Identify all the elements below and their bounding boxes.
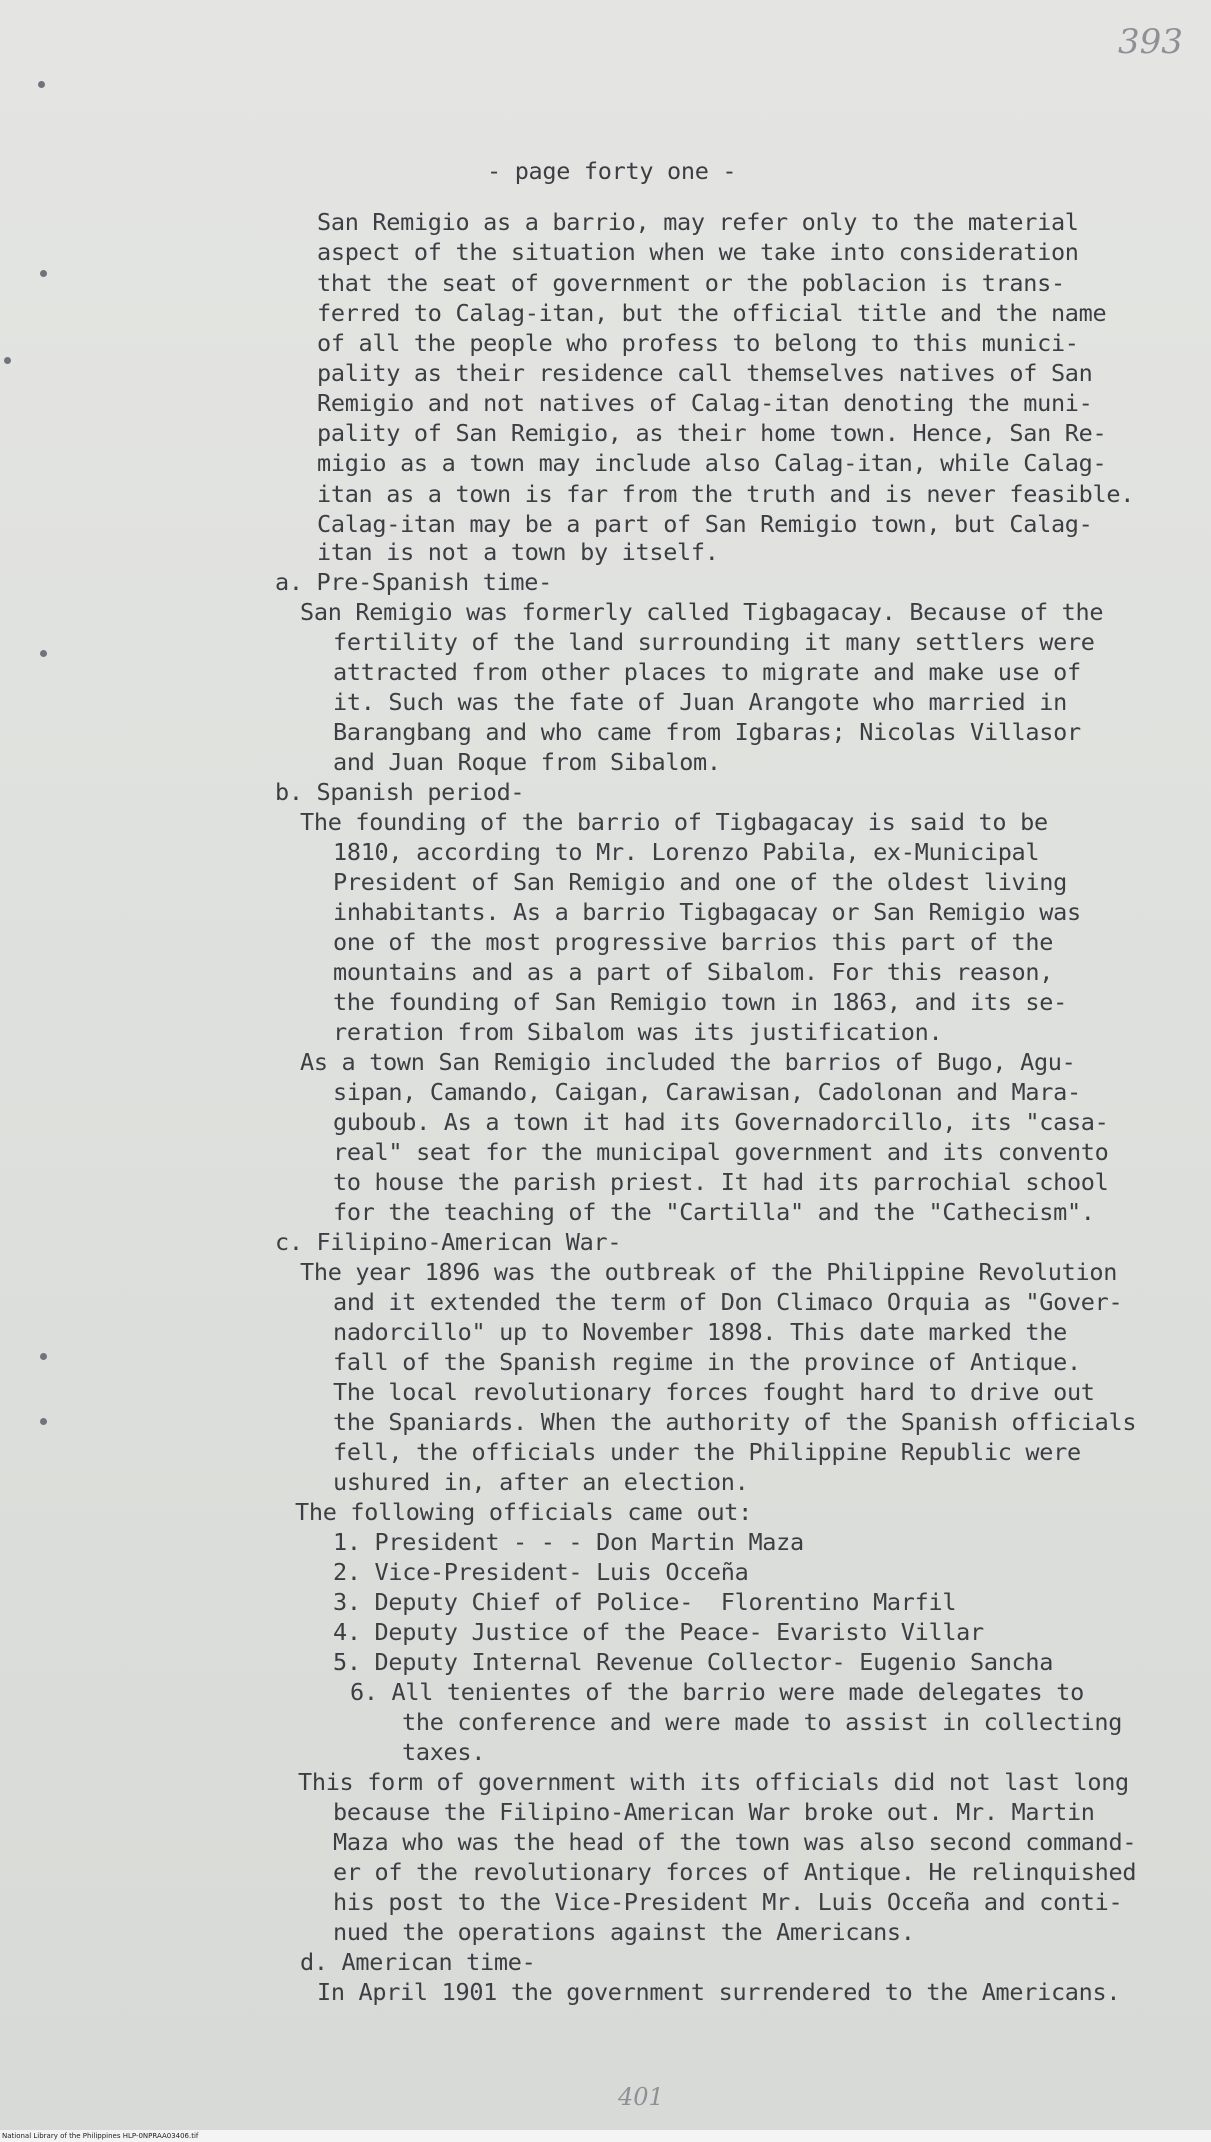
body-line: reration from Sibalom was its justification.: [333, 1018, 943, 1046]
body-line: Barangbang and who came from Igbaras; Nicolas Villasor: [333, 718, 1081, 746]
body-line: the conference and were made to assist in collecting: [402, 1708, 1123, 1736]
body-line: taxes.: [402, 1738, 486, 1766]
body-line: ferred to Calag-itan, but the official title and the name: [317, 299, 1107, 327]
body-line: of all the people who profess to belong to this munici-: [317, 329, 1079, 357]
body-line: fertility of the land surrounding it many settlers were: [333, 628, 1095, 656]
archive-footer: National Library of the Philippines HLP-0NPRAA03406.tif: [0, 2130, 1211, 2142]
punch-hole-4: [40, 650, 47, 657]
body-line: In April 1901 the government surrendered to the Americans.: [317, 1978, 1121, 2006]
body-line: aspect of the situation when we take into consideration: [317, 238, 1079, 266]
body-line: guboub. As a town it had its Governadorcillo, its "casa-: [333, 1108, 1109, 1136]
body-line: pality as their residence call themselves natives of San: [317, 359, 1093, 387]
body-line: for the teaching of the "Cartilla" and the "Cathecism".: [333, 1198, 1095, 1226]
body-line: President of San Remigio and one of the oldest living: [333, 868, 1067, 896]
body-line: 4. Deputy Justice of the Peace- Evaristo Villar: [333, 1618, 984, 1646]
body-line: that the seat of government or the poblacion is trans-: [317, 269, 1065, 297]
body-line: 1. President - - - Don Martin Maza: [333, 1528, 804, 1556]
body-line: pality of San Remigio, as their home town. Hence, San Re-: [317, 419, 1107, 447]
body-line: 3. Deputy Chief of Police- Florentino Marfil: [333, 1588, 957, 1616]
body-line: inhabitants. As a barrio Tigbagacay or San Remigio was: [333, 898, 1081, 926]
body-line: fall of the Spanish regime in the province of Antique.: [333, 1348, 1081, 1376]
body-line: c. Filipino-American War-: [275, 1228, 622, 1256]
body-line: a. Pre-Spanish time-: [275, 568, 552, 596]
corner-page-number: 393: [1118, 22, 1183, 62]
body-line: This form of government with its officials did not last long: [298, 1768, 1129, 1796]
body-line: because the Filipino-American War broke out. Mr. Martin: [333, 1798, 1095, 1826]
body-line: fell, the officials under the Philippine Republic were: [333, 1438, 1081, 1466]
body-line: it. Such was the fate of Juan Arangote who married in: [333, 688, 1067, 716]
body-line: and it extended the term of Don Climaco Orquia as "Gover-: [333, 1288, 1123, 1316]
punch-hole-1: [38, 81, 45, 88]
body-line: the Spaniards. When the authority of the Spanish officials: [333, 1408, 1137, 1436]
bottom-page-number: 401: [618, 2083, 664, 2111]
body-line: 5. Deputy Internal Revenue Collector- Eugenio Sancha: [333, 1648, 1054, 1676]
body-line: b. Spanish period-: [275, 778, 525, 806]
body-line: As a town San Remigio included the barrios of Bugo, Agu-: [300, 1048, 1076, 1076]
body-line: his post to the Vice-President Mr. Luis Occeña and conti-: [333, 1888, 1123, 1916]
body-line: Calag-itan may be a part of San Remigio town, but Calag-: [317, 510, 1093, 538]
body-line: and Juan Roque from Sibalom.: [333, 748, 721, 776]
body-line: itan is not a town by itself.: [317, 538, 719, 566]
body-line: er of the revolutionary forces of Antique. He relinquished: [333, 1858, 1137, 1886]
body-line: itan as a town is far from the truth and is never feasible.: [317, 480, 1135, 508]
body-line: The founding of the barrio of Tigbagacay is said to be: [300, 808, 1048, 836]
body-line: d. American time-: [300, 1948, 536, 1976]
body-line: attracted from other places to migrate and make use of: [333, 658, 1081, 686]
body-line: 1810, according to Mr. Lorenzo Pabila, ex-Municipal: [333, 838, 1040, 866]
body-line: real" seat for the municipal government and its convento: [333, 1138, 1109, 1166]
body-line: one of the most progressive barrios this part of the: [333, 928, 1054, 956]
page-header: - page forty one -: [487, 157, 737, 185]
body-line: the founding of San Remigio town in 1863, and its se-: [333, 988, 1067, 1016]
body-line: The following officials came out:: [295, 1498, 752, 1526]
body-line: nued the operations against the Americans.: [333, 1918, 915, 1946]
body-line: ushured in, after an election.: [333, 1468, 749, 1496]
body-line: migio as a town may include also Calag-itan, while Calag-: [317, 449, 1107, 477]
body-line: to house the parish priest. It had its parrochial school: [333, 1168, 1109, 1196]
body-line: 2. Vice-President- Luis Occeña: [333, 1558, 749, 1586]
body-line: San Remigio was formerly called Tigbagacay. Because of the: [300, 598, 1104, 626]
body-line: 6. All tenientes of the barrio were made delegates to: [350, 1678, 1084, 1706]
body-line: The year 1896 was the outbreak of the Philippine Revolution: [300, 1258, 1118, 1286]
body-line: sipan, Camando, Caigan, Carawisan, Cadolonan and Mara-: [333, 1078, 1081, 1106]
body-line: The local revolutionary forces fought hard to drive out: [333, 1378, 1095, 1406]
punch-hole-3: [4, 357, 11, 364]
body-line: San Remigio as a barrio, may refer only to the material: [317, 208, 1079, 236]
body-line: Remigio and not natives of Calag-itan denoting the muni-: [317, 389, 1093, 417]
body-line: Maza who was the head of the town was also second command-: [333, 1828, 1137, 1856]
body-line: mountains and as a part of Sibalom. For this reason,: [333, 958, 1054, 986]
punch-hole-2: [40, 270, 47, 277]
punch-hole-5: [40, 1353, 47, 1360]
body-line: nadorcillo" up to November 1898. This date marked the: [333, 1318, 1067, 1346]
punch-hole-6: [40, 1418, 47, 1425]
